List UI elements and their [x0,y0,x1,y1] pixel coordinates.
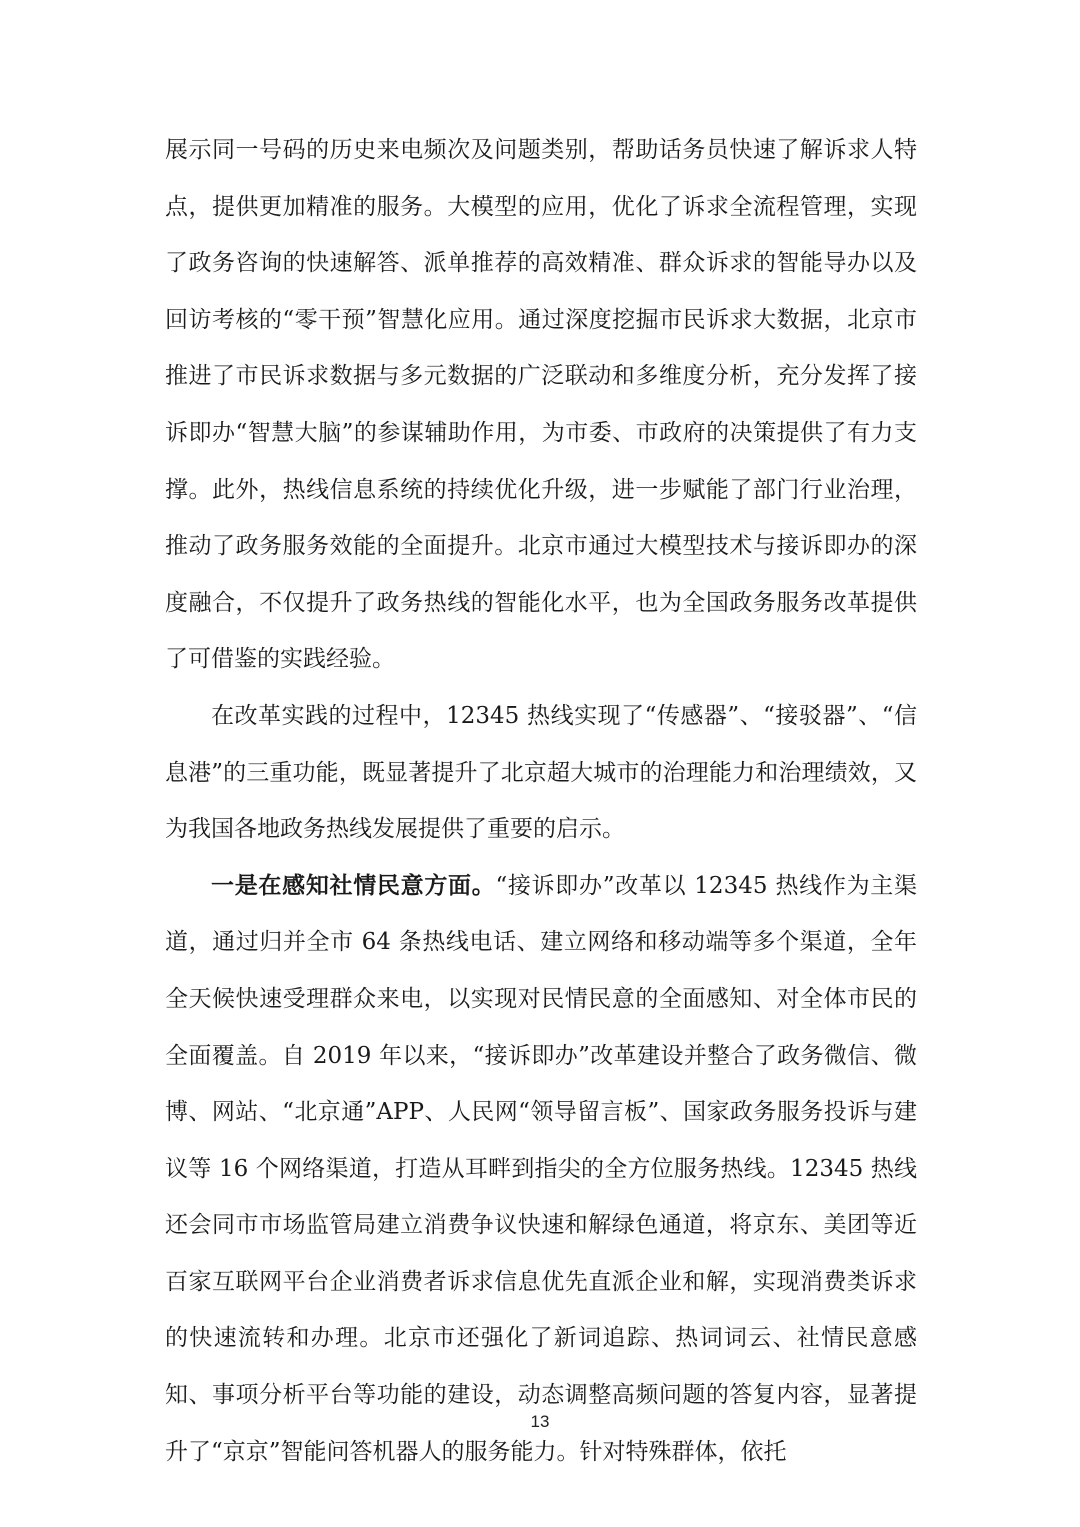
paragraph-text: 在改革实践的过程中，12345 热线实现了“传感器”、“接驳器”、“信息港”的三重功能，既显著提升了北京超大城市的治理能力和治理绩效，又为我国各地政务热线发展提供了重要的启示。 [165,702,917,843]
paragraph-lead: 一是在感知社情民意方面。 [211,872,496,899]
paragraph [165,688,917,858]
paragraph [165,858,917,1481]
paragraph-text: “接诉即办”改革以 12345 热线作为主渠道，通过归并全市 64 条热线电话、建立网络和移动端等多个渠道，全年全天候快速受理群众来电，以实现对民情民意的全面感知、对全体市民的全面覆盖。自 2019 年以来，“接诉即办”改革建设并整合了政务微信、微博、网站、“北京通”APP、人民网“领导留言板”、国家政务服务投诉与建议等 16 个网络渠道，打造从耳畔到指尖的全方位服务热线。12345 热线还会同市市场监管局建立消费争议快速和解绿色通道，将京东、美团等近百家互联网平台企业消费者诉求信息优先直派企业和解，实现消费类诉求的快速流转和办理。北京市还强化了新词追踪、热词词云、社情民意感知、事项分析平台等功能的建设，动态调整高频问题的答复内容，显著提升了“京京”智能问答机器人的服务能力。针对特殊群体，依托 [165,872,917,1465]
body-text [165,122,917,1480]
paragraph-text: 展示同一号码的历史来电频次及问题类别，帮助话务员快速了解诉求人特点，提供更加精准的服务。大模型的应用，优化了诉求全流程管理，实现了政务咨询的快速解答、派单推荐的高效精准、群众诉求的智能导办以及回访考核的“零干预”智慧化应用。通过深度挖掘市民诉求大数据，北京市推进了市民诉求数据与多元数据的广泛联动和多维度分析，充分发挥了接诉即办“智慧大脑”的参谋辅助作用，为市委、市政府的决策提供了有力支撑。此外，热线信息系统的持续优化升级，进一步赋能了部门行业治理，推动了政务服务效能的全面提升。北京市通过大模型技术与接诉即办的深度融合，不仅提升了政务热线的智能化水平，也为全国政务服务改革提供了可借鉴的实践经验。 [165,137,917,673]
paragraph [165,122,917,688]
page-number: 13 [530,1412,550,1431]
